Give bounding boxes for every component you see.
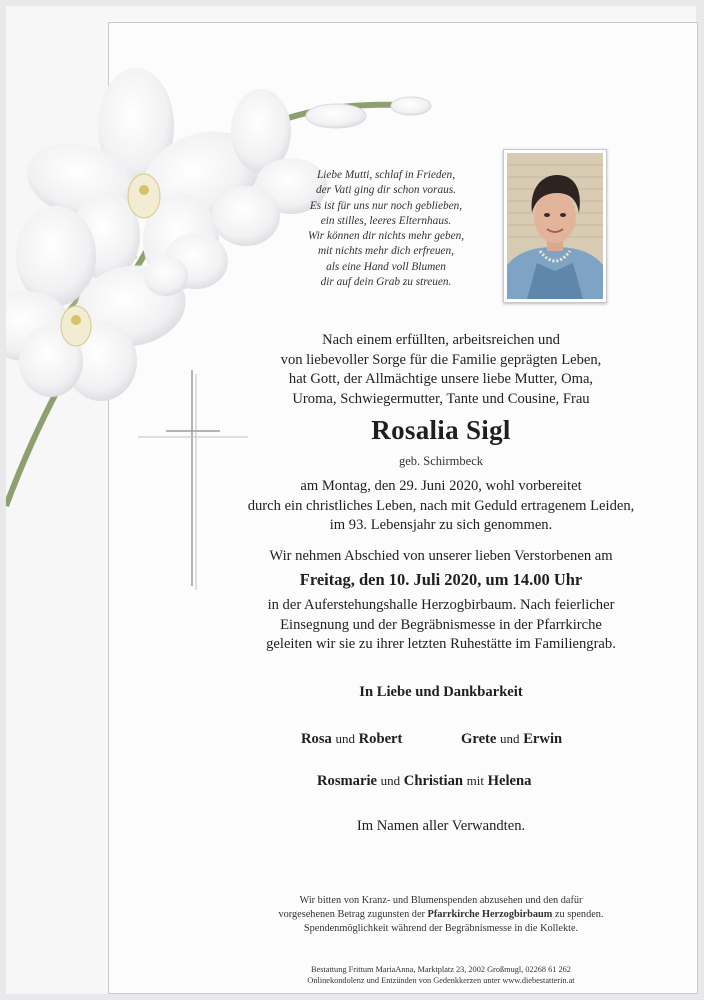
undertaker-info bbox=[206, 965, 676, 986]
family-member: Robert bbox=[358, 731, 403, 747]
ceremony-line: in der Auferstehungshalle Herzogbirbaum. Nach feierlicher bbox=[267, 597, 615, 613]
intro-line: von liebevoller Sorge für die Familie geprägten Leben, bbox=[280, 351, 602, 368]
family-member: Rosa bbox=[301, 731, 332, 747]
relatives-text: Im Namen aller Verwandten. bbox=[356, 818, 526, 834]
family-member: Rosmarie bbox=[317, 773, 377, 789]
intro-line: Nach einem erfüllten, arbeitsreichen und bbox=[322, 332, 560, 348]
ceremony-line: Einsegnung und der Begräbnismesse in der Pfarrkirche bbox=[280, 616, 602, 633]
closing-text: In Liebe und Dankbarkeit bbox=[359, 684, 523, 700]
ceremony-text bbox=[206, 596, 676, 655]
family-member: Grete bbox=[461, 731, 497, 747]
note-line: Wir bitten von Kranz- und Blumenspenden abzusehen und den dafür bbox=[299, 895, 583, 906]
intro-line: hat Gott, der Allmächtige unsere liebe Mutter, Oma, bbox=[288, 371, 594, 388]
intro-line: Uroma, Schwiegermutter, Tante und Cousine, Frau bbox=[292, 390, 590, 407]
obituary-page bbox=[6, 6, 696, 994]
family-grete-erwin bbox=[461, 731, 562, 748]
note-church: Pfarrkirche Herzogbirbaum bbox=[427, 909, 553, 920]
donation-note bbox=[206, 894, 676, 936]
poem-line: der Vati ging dir schon voraus. bbox=[316, 184, 456, 197]
birth-name: geb. Schirmbeck bbox=[398, 454, 483, 468]
family-conjunction: und bbox=[380, 773, 401, 788]
poem bbox=[271, 168, 501, 290]
family-rosa-robert bbox=[301, 731, 402, 748]
family-conjunction: und bbox=[335, 731, 355, 746]
death-line: im 93. Lebensjahr zu sich genommen. bbox=[329, 517, 553, 534]
family-conjunction: und bbox=[500, 731, 520, 746]
note-line: Spendenmöglichkeit während der Begräbnismesse in die Kollekte. bbox=[303, 923, 579, 934]
farewell-text: Wir nehmen Abschied von unserer lieben Verstorbenen am bbox=[269, 548, 613, 564]
undertaker-line: Onlinekondolenz und Entzünden von Gedenkkerzen unter www.diebestatterin.at bbox=[307, 975, 575, 985]
portrait-frame bbox=[503, 149, 607, 303]
poem-line: dir auf dein Grab zu streuen. bbox=[320, 276, 452, 289]
note-line bbox=[206, 908, 676, 922]
family-member: Helena bbox=[487, 773, 532, 789]
poem-line: Es ist für uns nur noch geblieben, bbox=[309, 199, 463, 212]
intro-text bbox=[206, 331, 676, 409]
poem-line: Liebe Mutti, schlaf in Frieden, bbox=[316, 169, 456, 181]
poem-line: ein stilles, leeres Elternhaus. bbox=[320, 214, 452, 227]
family-conjunction: mit bbox=[466, 773, 484, 788]
death-line: durch ein christliches Leben, nach mit Geduld ertragenem Leiden, bbox=[247, 497, 635, 514]
death-text bbox=[206, 477, 676, 536]
family-member: Christian bbox=[403, 773, 463, 789]
poem-line: als eine Hand voll Blumen bbox=[326, 260, 446, 273]
note-text: zu spenden. bbox=[552, 909, 604, 920]
poem-line: mit nichts mehr dich erfreuen, bbox=[317, 245, 455, 258]
portrait-photo bbox=[507, 153, 603, 299]
note-text: vorgesehenen Betrag zugunsten der bbox=[278, 909, 428, 920]
deceased-name: Rosalia Sigl bbox=[371, 415, 511, 445]
poem-line: Wir können dir nichts mehr geben, bbox=[307, 230, 465, 243]
family-rosmarie-christian-helena bbox=[317, 773, 531, 790]
ceremony-line: geleiten wir sie zu ihrer letzten Ruhestätte im Familiengrab. bbox=[266, 636, 616, 653]
undertaker-line: Bestattung Frittum MariaAnna, Marktplatz 23, 2002 Großmugl, 02268 61 262 bbox=[311, 965, 571, 974]
death-line: am Montag, den 29. Juni 2020, wohl vorbereitet bbox=[300, 478, 582, 494]
funeral-date: Freitag, den 10. Juli 2020, um 14.00 Uhr bbox=[299, 570, 583, 589]
family-member: Erwin bbox=[523, 731, 563, 747]
